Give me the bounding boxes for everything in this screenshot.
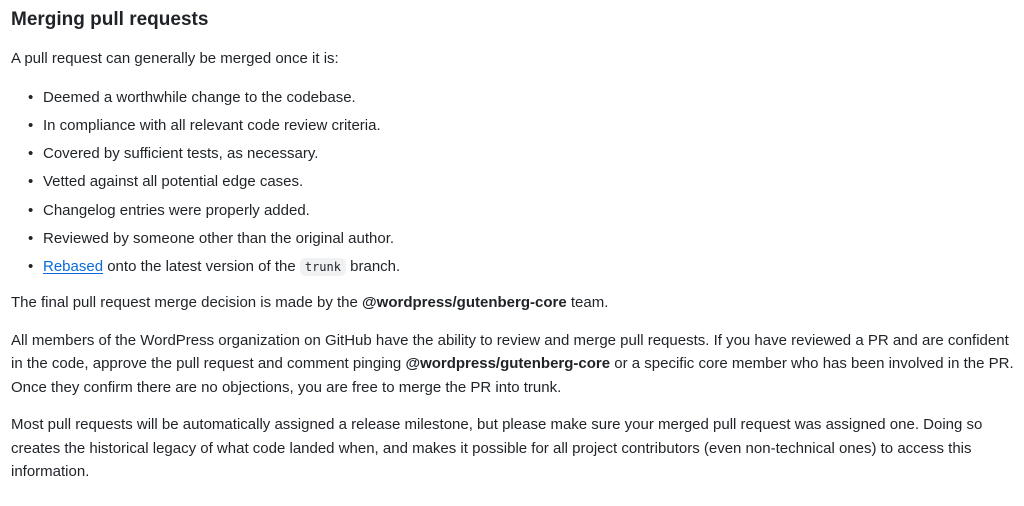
list-item-text: Reviewed by someone other than the original author. <box>43 229 395 247</box>
bullet-icon: • <box>28 116 34 134</box>
bullet-icon: • <box>28 201 34 219</box>
bullet-icon: • <box>28 258 34 276</box>
rebased-link[interactable]: Rebased <box>43 258 104 276</box>
list-item-text: In compliance with all relevant code review criteria. <box>43 116 381 134</box>
list-item <box>28 114 1014 138</box>
milestone-paragraph: Most pull requests will be automatically assigned a release milestone, but please make sure your merged pull request was assigned one. Doing so creates the historical legacy of what code landed when, and makes it possible for all project contributors (even non-technical ones) to access this information. <box>11 416 983 481</box>
list-item <box>28 86 1014 110</box>
bullet-icon: • <box>28 88 34 106</box>
list-item-text: Deemed a worthwhile change to the codebase. <box>43 88 356 106</box>
trunk-code: trunk <box>300 258 346 276</box>
final-decision-text: The final pull request merge decision is made by the <box>11 294 363 312</box>
members-text: All members of the WordPress organization on GitHub have the ability to review and merge pull requests. If you have reviewed a PR and are confident in the code, approve the pull request and comment pinging <box>11 331 1009 373</box>
list-item <box>28 170 1014 194</box>
final-decision-text-end: team. <box>566 294 609 312</box>
members-text-end: or a specific core member who has been involved in the PR. Once they confirm there are no objections, you are free to merge the PR into trunk. <box>11 355 1014 396</box>
rebase-text-end: branch. <box>345 258 401 276</box>
bullet-icon: • <box>28 173 34 191</box>
team-mention: @wordpress/gutenberg-core <box>362 294 567 312</box>
bullet-icon: • <box>28 229 34 247</box>
list-item <box>28 142 1014 166</box>
final-decision-paragraph <box>11 291 1014 315</box>
list-item-rebase <box>28 255 1014 279</box>
list-item-text: Covered by sufficient tests, as necessary. <box>43 145 319 163</box>
list-item <box>28 227 1014 251</box>
rebase-text: onto the latest version of the <box>103 258 300 276</box>
section-heading: Merging pull requests <box>11 9 209 30</box>
list-item-text: Vetted against all potential edge cases. <box>43 173 304 191</box>
members-paragraph <box>11 329 1014 400</box>
list-item <box>28 199 1014 223</box>
merge-criteria-list <box>11 86 1014 280</box>
intro-paragraph: A pull request can generally be merged once it is: <box>11 50 339 67</box>
bullet-icon: • <box>28 145 34 163</box>
list-item-text: Changelog entries were properly added. <box>43 201 310 219</box>
team-mention: @wordpress/gutenberg-core <box>405 355 611 373</box>
